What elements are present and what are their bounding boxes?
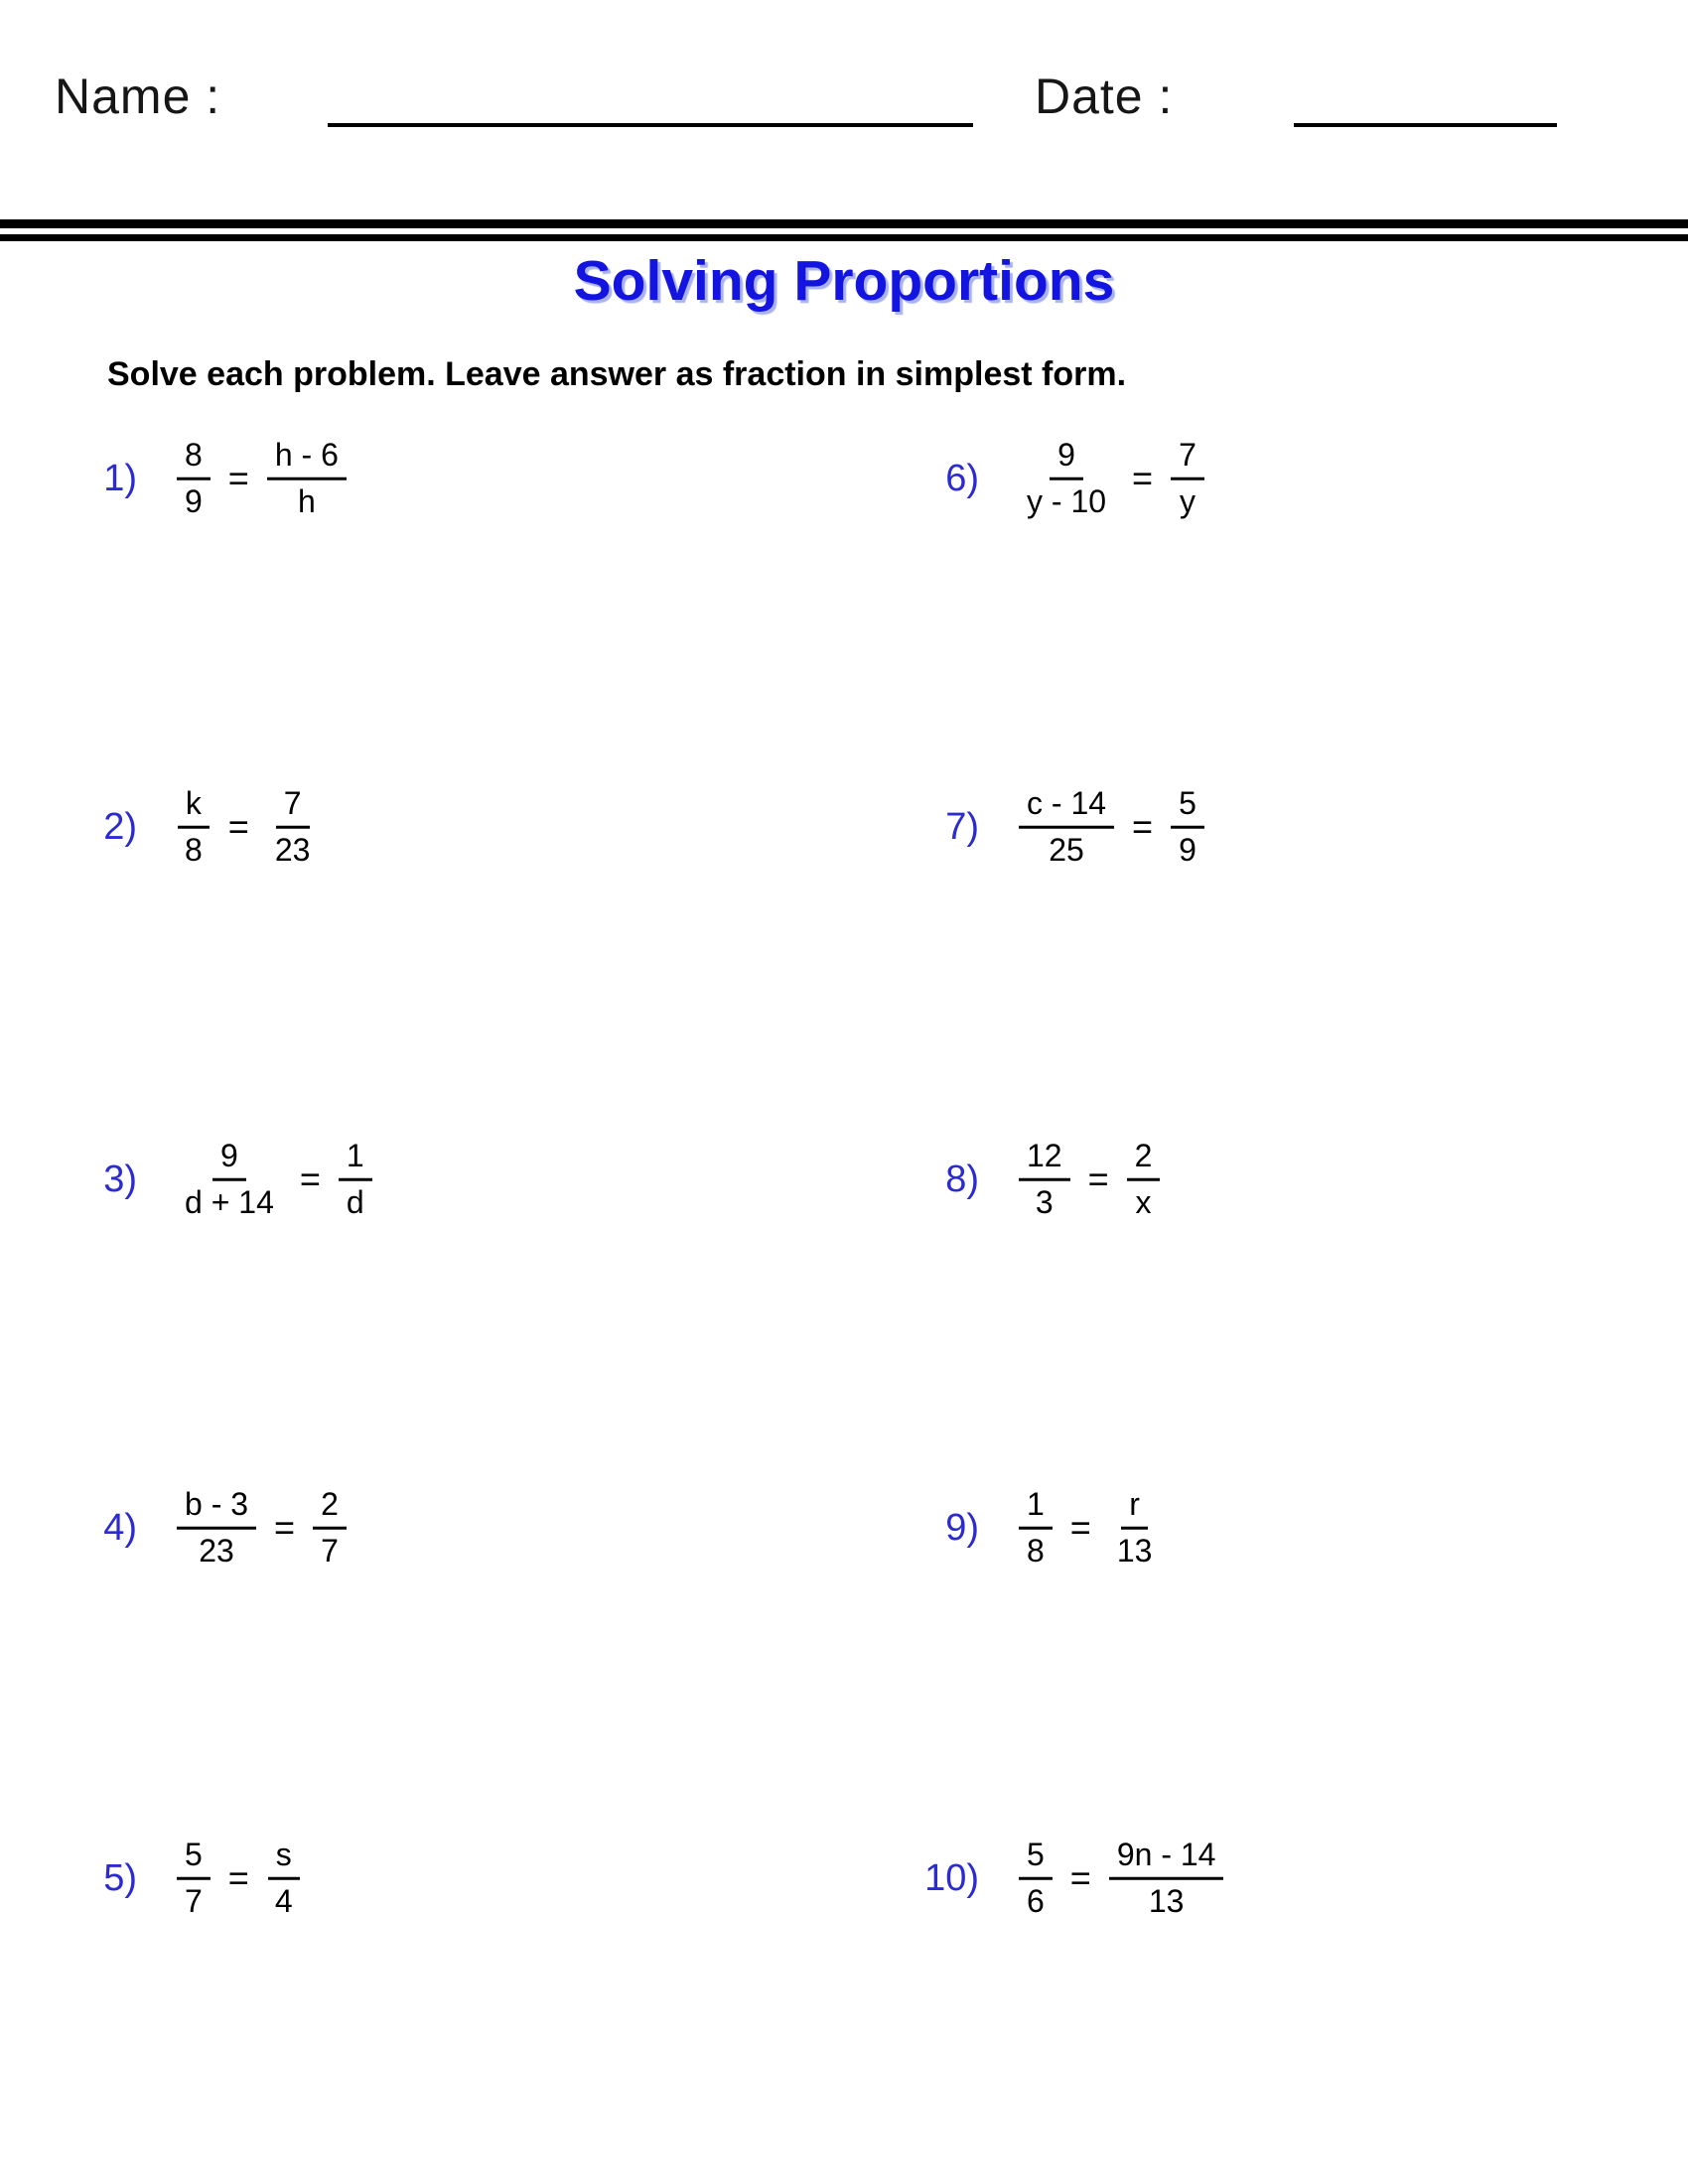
problem-number: 3) [103, 1158, 137, 1200]
fraction-numerator: b - 3 [177, 1486, 256, 1530]
equals-sign: = [1132, 806, 1154, 847]
fraction-numerator: 1 [1019, 1486, 1053, 1530]
fraction-numerator: h - 6 [267, 437, 347, 480]
equals-sign: = [227, 1857, 249, 1898]
problem [50, 1486, 347, 1570]
problem-number: 9) [945, 1506, 979, 1549]
problem-number: 6) [945, 457, 979, 499]
problem-number: 4) [103, 1506, 137, 1549]
problem-number: 7) [945, 805, 979, 848]
fraction-denominator: 8 [185, 831, 203, 868]
equals-sign: = [1069, 1857, 1091, 1898]
lhs-fraction [177, 785, 211, 870]
problem-number: 1) [103, 457, 137, 499]
rhs-fraction [313, 1486, 347, 1570]
problem [50, 1138, 372, 1222]
fraction-numerator: 9n - 14 [1109, 1837, 1224, 1880]
problem [892, 437, 1204, 521]
name-blank-line [328, 83, 973, 127]
date-blank-line [1294, 83, 1557, 127]
fraction-denominator: 3 [1035, 1183, 1054, 1220]
lhs-fraction [177, 1837, 211, 1921]
lhs-fraction [177, 1486, 256, 1570]
problem-number: 8) [945, 1158, 979, 1200]
fraction-numerator: 5 [1019, 1837, 1053, 1880]
fraction-numerator: 9 [212, 1138, 246, 1181]
fraction-denominator: y - 10 [1027, 482, 1107, 519]
fraction-denominator: 7 [321, 1532, 339, 1569]
problem [892, 785, 1204, 870]
lhs-fraction [1019, 785, 1114, 870]
lhs-fraction [177, 437, 211, 521]
name-label: Name : [55, 68, 221, 124]
fraction-denominator: d + 14 [185, 1183, 274, 1220]
rhs-fraction [267, 785, 319, 870]
equals-sign: = [227, 458, 249, 498]
fraction-denominator: 23 [274, 831, 311, 868]
problem-number: 2) [103, 805, 137, 848]
fraction-denominator: 13 [1116, 1532, 1153, 1569]
lhs-fraction [1019, 1837, 1053, 1921]
lhs-fraction [1019, 1138, 1070, 1222]
fraction-numerator: 8 [177, 437, 211, 480]
problem [892, 1138, 1160, 1222]
fraction-denominator: x [1135, 1183, 1152, 1220]
fraction-numerator: 5 [1171, 785, 1204, 829]
fraction-numerator: 9 [1050, 437, 1083, 480]
fraction-numerator: 1 [339, 1138, 372, 1181]
page-title: Solving Proportions [573, 249, 1115, 313]
date-label: Date : [1035, 68, 1174, 124]
header-divider [0, 219, 1688, 241]
rhs-fraction [1109, 1837, 1224, 1921]
fraction-denominator: 9 [1179, 831, 1196, 868]
fraction-numerator: 5 [177, 1837, 211, 1880]
fraction-numerator: 2 [1127, 1138, 1161, 1181]
problem [50, 785, 318, 870]
fraction-denominator: y [1179, 482, 1196, 519]
problem [50, 437, 347, 521]
rhs-fraction [1171, 437, 1204, 521]
fraction-denominator: 6 [1027, 1882, 1045, 1919]
fraction-denominator: 23 [199, 1532, 234, 1569]
fraction-denominator: 4 [274, 1882, 293, 1919]
instructions-text: Solve each problem. Leave answer as fraction in simplest form. [107, 355, 1127, 393]
equals-sign: = [227, 806, 249, 847]
fraction-numerator: 2 [313, 1486, 347, 1530]
lhs-fraction [1019, 437, 1114, 521]
problem-number: 10) [924, 1856, 979, 1899]
lhs-fraction [177, 1138, 282, 1222]
lhs-fraction [1019, 1486, 1053, 1570]
fraction-denominator: 8 [1027, 1532, 1045, 1569]
fraction-numerator: k [178, 785, 210, 829]
fraction-numerator: 7 [276, 785, 310, 829]
rhs-fraction [1127, 1138, 1161, 1222]
rhs-fraction [267, 1837, 301, 1921]
problem [50, 1837, 301, 1921]
fraction-numerator: 7 [1171, 437, 1204, 480]
fraction-denominator: d [346, 1183, 364, 1220]
problem-number: 5) [103, 1856, 137, 1899]
equals-sign: = [274, 1507, 296, 1548]
fraction-denominator: 9 [185, 482, 203, 519]
rhs-fraction [267, 437, 347, 521]
problem [892, 1486, 1160, 1570]
problem [892, 1837, 1223, 1921]
fraction-numerator: c - 14 [1019, 785, 1114, 829]
fraction-numerator: s [268, 1837, 300, 1880]
fraction-numerator: r [1121, 1486, 1148, 1530]
equals-sign: = [1069, 1507, 1091, 1548]
rhs-fraction [1109, 1486, 1161, 1570]
fraction-denominator: 13 [1148, 1882, 1185, 1919]
equals-sign: = [1132, 458, 1154, 498]
rhs-fraction [339, 1138, 372, 1222]
equals-sign: = [299, 1159, 321, 1199]
fraction-denominator: 7 [185, 1882, 203, 1919]
equals-sign: = [1087, 1159, 1109, 1199]
rhs-fraction [1171, 785, 1204, 870]
fraction-denominator: 25 [1049, 831, 1084, 868]
fraction-denominator: h [297, 482, 316, 519]
fraction-numerator: 12 [1019, 1138, 1070, 1181]
